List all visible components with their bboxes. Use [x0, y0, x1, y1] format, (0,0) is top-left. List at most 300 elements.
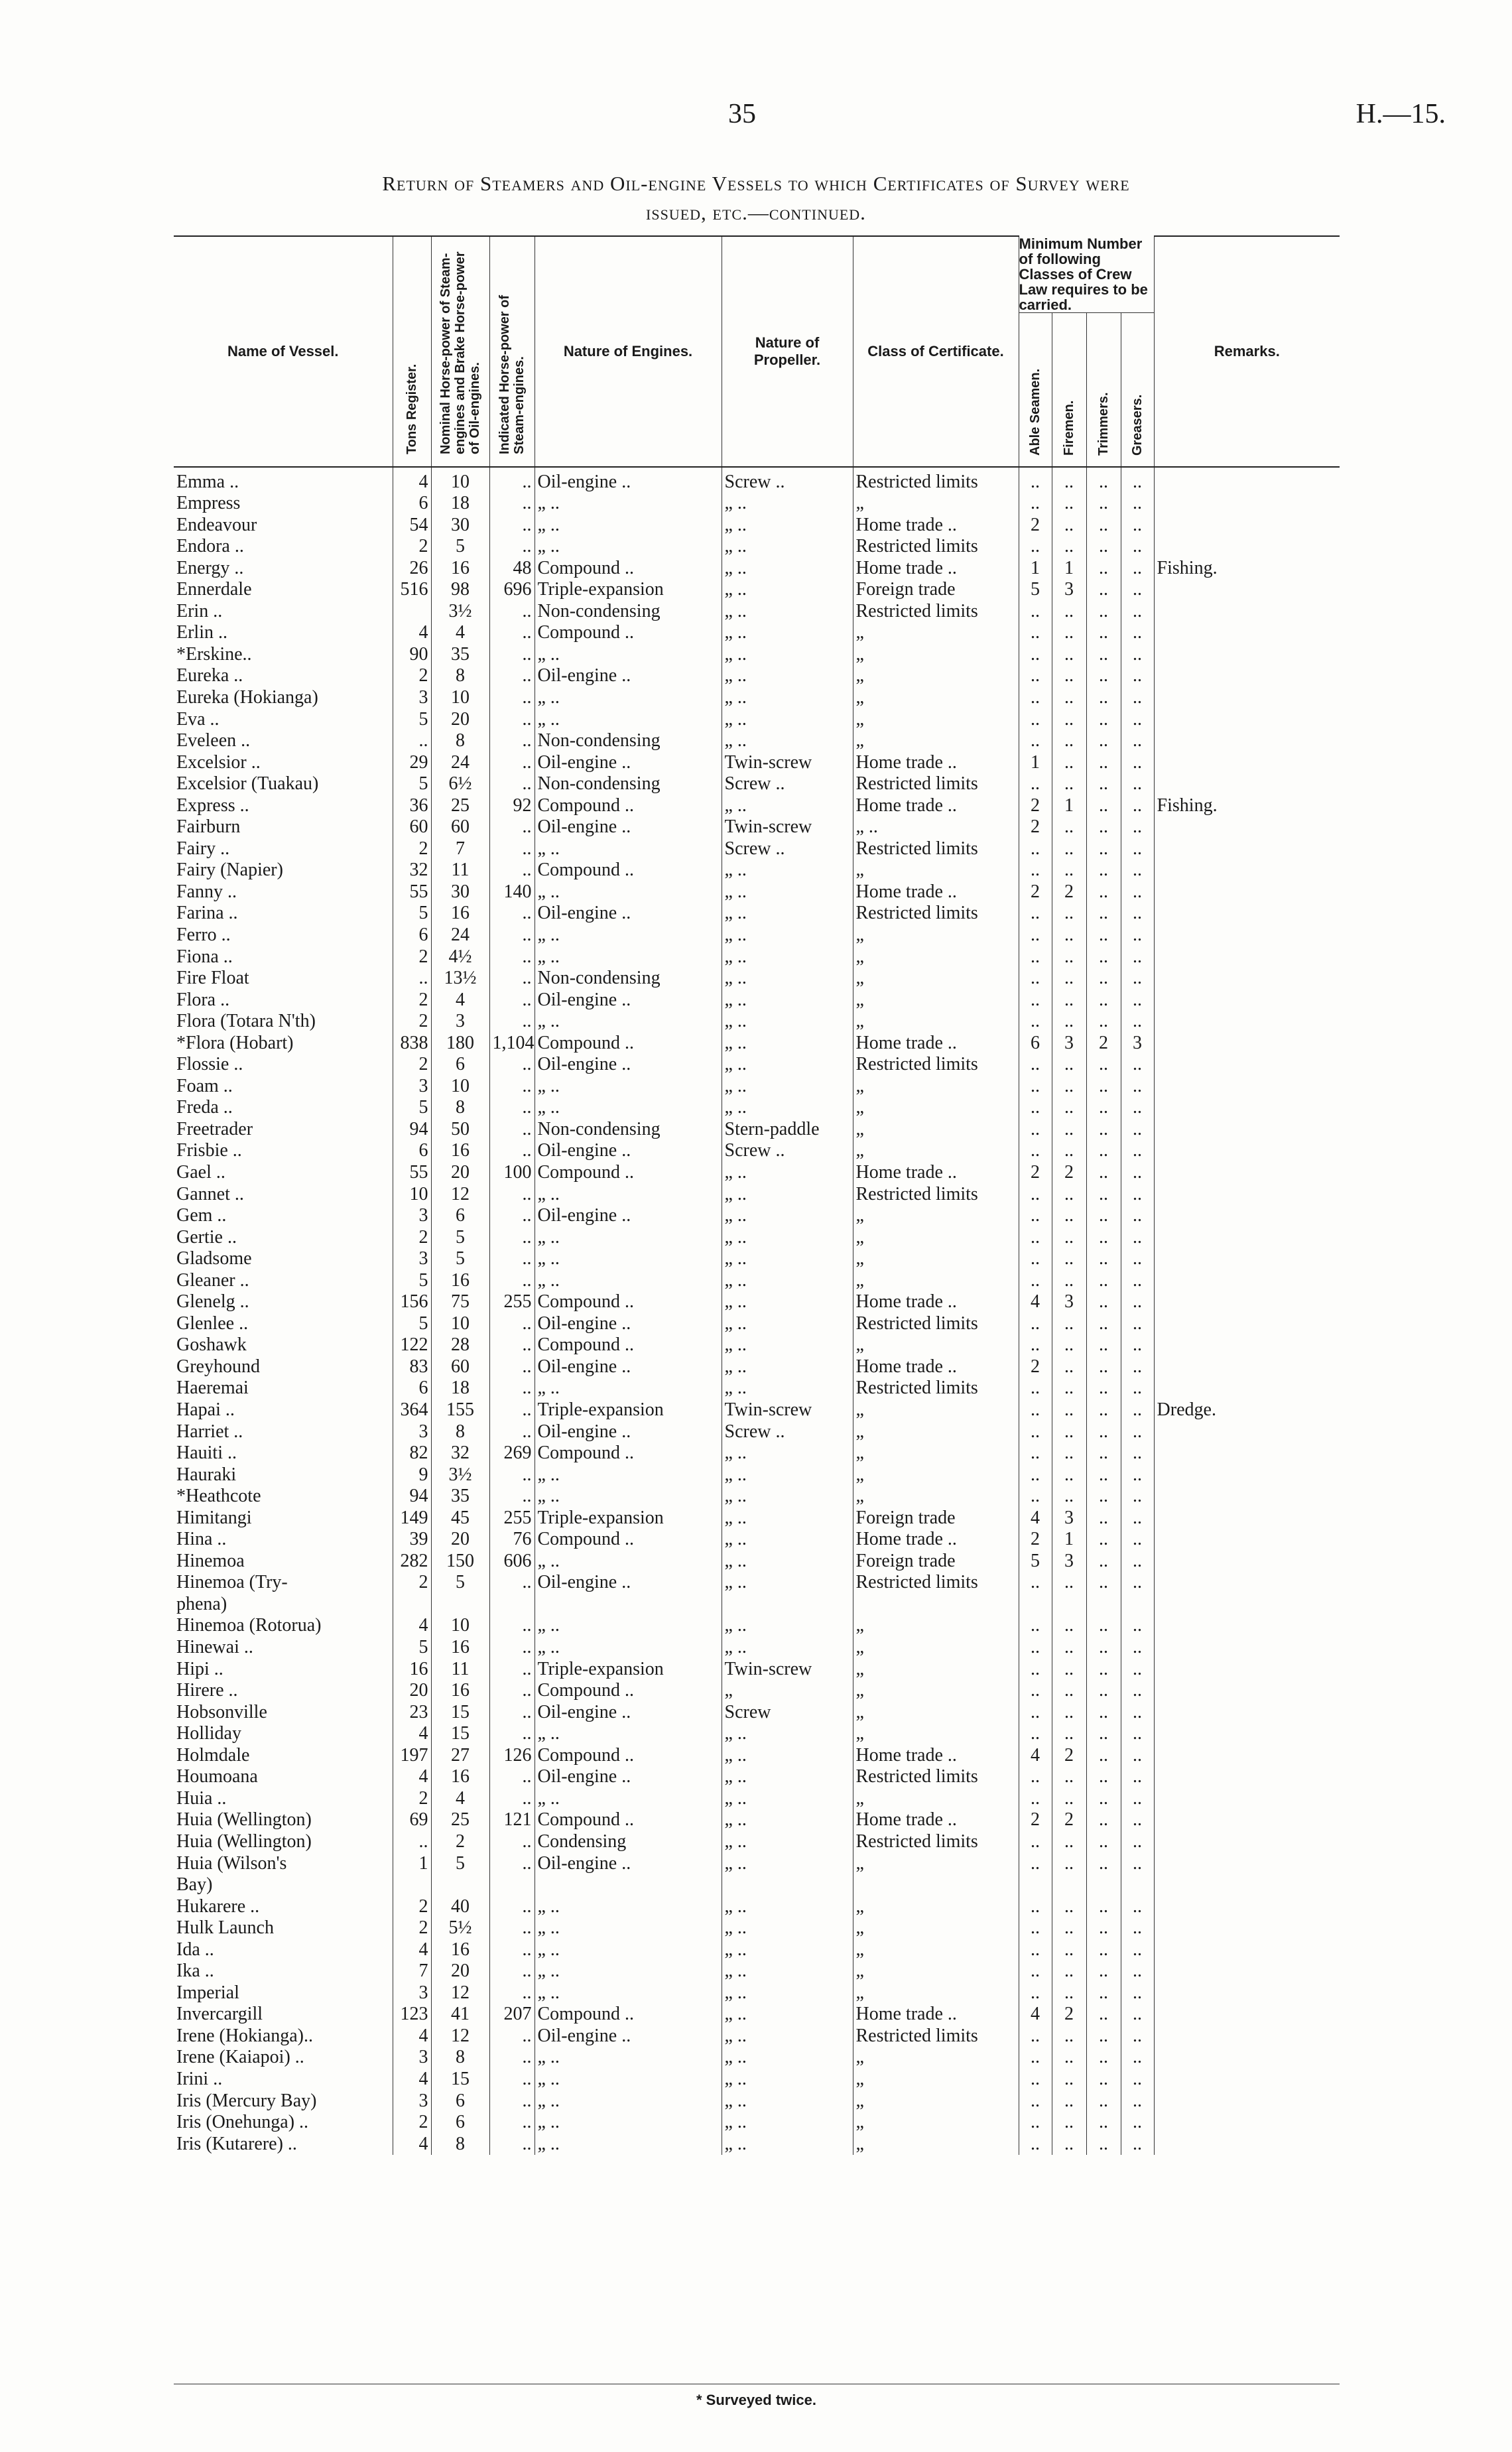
cell-propeller: „ .. [722, 1291, 853, 1313]
cell-tons: 3 [393, 1205, 431, 1227]
cell-engines: „ .. [535, 1637, 722, 1659]
cell-certificate: „ [853, 1334, 1019, 1356]
cell-certificate: Restricted limits [853, 1054, 1019, 1076]
table-row [174, 1291, 1340, 1313]
cell-propeller: Twin-screw [722, 816, 853, 838]
table-row [174, 2004, 1340, 2026]
cell-trimmers: .. [1086, 1421, 1121, 1443]
table-row [174, 946, 1340, 968]
cell-vessel-name: Hauraki [176, 1464, 237, 1485]
cell-certificate: „ [853, 946, 1019, 968]
cell-able-seamen: .. [1019, 1961, 1052, 1982]
col-header-name: Name of Vessel. [174, 236, 393, 467]
table-row [174, 1486, 1340, 1508]
cell-able-seamen [1019, 1874, 1052, 1896]
cell-vessel-name: Hipi .. [176, 1658, 223, 1679]
cell-remarks [1154, 579, 1340, 601]
cell-vessel-name: Ennerdale [176, 579, 252, 600]
cell-remarks [1154, 1184, 1340, 1206]
table-row [174, 1464, 1340, 1486]
cell-trimmers: .. [1086, 536, 1121, 558]
cell-vessel-name: Hinemoa (Rotorua) [176, 1615, 322, 1636]
cell-greasers: .. [1121, 1184, 1154, 1206]
cell-able-seamen: .. [1019, 990, 1052, 1011]
cell-greasers: .. [1121, 2047, 1154, 2069]
cell-firemen: 1 [1052, 795, 1086, 817]
cell-greasers: .. [1121, 558, 1154, 580]
cell-vessel-name: Gem .. [176, 1205, 227, 1226]
cell-remarks [1154, 1334, 1340, 1356]
cell-firemen: .. [1052, 1637, 1086, 1659]
cell-engines: Oil-engine .. [535, 903, 722, 925]
cell-able-seamen: 1 [1019, 752, 1052, 774]
cell-remarks [1154, 1982, 1340, 2004]
table-row [174, 2112, 1340, 2134]
cell-vessel-name: Eveleen .. [176, 730, 251, 751]
cell-certificate: „ [853, 968, 1019, 990]
cell-indicated-hp: .. [489, 493, 535, 515]
cell-engines: „ .. [535, 536, 722, 558]
cell-firemen: 2 [1052, 1809, 1086, 1831]
cell-tons: 32 [393, 860, 431, 881]
cell-remarks [1154, 536, 1340, 558]
cell-greasers: .. [1121, 730, 1154, 752]
cell-engines: „ .. [535, 1011, 722, 1033]
cell-propeller: „ .. [722, 1227, 853, 1249]
cell-engines: „ .. [535, 1464, 722, 1486]
cell-certificate: „ [853, 1853, 1019, 1875]
cell-trimmers: .. [1086, 1529, 1121, 1551]
cell-certificate: „ [853, 687, 1019, 709]
cell-remarks [1154, 1680, 1340, 1702]
cell-indicated-hp: .. [489, 1011, 535, 1033]
cell-remarks [1154, 1745, 1340, 1767]
cell-certificate: Restricted limits [853, 903, 1019, 925]
cell-remarks [1154, 1831, 1340, 1853]
cell-able-seamen: 1 [1019, 558, 1052, 580]
cell-indicated-hp: .. [489, 2069, 535, 2091]
cell-indicated-hp: .. [489, 860, 535, 881]
cell-indicated-hp: .. [489, 1486, 535, 1508]
cell-tons: .. [393, 730, 431, 752]
cell-certificate: Home trade .. [853, 1809, 1019, 1831]
table-row [174, 1334, 1340, 1356]
cell-greasers [1121, 1874, 1154, 1896]
cell-remarks [1154, 1961, 1340, 1982]
cell-certificate: „ [853, 990, 1019, 1011]
table-row [174, 1011, 1340, 1033]
cell-firemen: .. [1052, 687, 1086, 709]
cell-propeller: „ .. [722, 1917, 853, 1939]
cell-tons: 3 [393, 1421, 431, 1443]
cell-indicated-hp: 1,104 [489, 1033, 535, 1055]
cell-tons: 2 [393, 1227, 431, 1249]
table-row [174, 903, 1340, 925]
cell-propeller: „ .. [722, 925, 853, 946]
cell-propeller: Screw [722, 1702, 853, 1724]
cell-remarks [1154, 2026, 1340, 2047]
cell-firemen: .. [1052, 773, 1086, 795]
cell-nominal-hp [431, 1594, 489, 1616]
cell-indicated-hp: .. [489, 687, 535, 709]
cell-remarks: Dredge. [1154, 1399, 1340, 1421]
cell-firemen: .. [1052, 2112, 1086, 2134]
table-row [174, 1551, 1340, 1573]
cell-vessel-name: Flora .. [176, 989, 230, 1010]
cell-trimmers: .. [1086, 860, 1121, 881]
cell-trimmers: .. [1086, 1334, 1121, 1356]
cell-nominal-hp: 32 [431, 1443, 489, 1464]
cell-certificate: Home trade .. [853, 1162, 1019, 1184]
cell-propeller [722, 1874, 853, 1896]
cell-certificate: „ [853, 665, 1019, 687]
cell-nominal-hp: 12 [431, 1982, 489, 2004]
cell-firemen: .. [1052, 1831, 1086, 1853]
cell-vessel-name: Fairburn [176, 816, 241, 838]
cell-propeller: „ .. [722, 1723, 853, 1745]
cell-certificate: „ [853, 1486, 1019, 1508]
col-header-greasers: Greasers. [1121, 313, 1154, 467]
cell-able-seamen: .. [1019, 1788, 1052, 1810]
cell-firemen: .. [1052, 1248, 1086, 1270]
cell-greasers: .. [1121, 1637, 1154, 1659]
cell-nominal-hp: 13½ [431, 968, 489, 990]
cell-propeller: „ .. [722, 1011, 853, 1033]
table-row [174, 2069, 1340, 2091]
cell-firemen: .. [1052, 515, 1086, 537]
cell-trimmers: .. [1086, 838, 1121, 860]
cell-greasers: .. [1121, 1529, 1154, 1551]
cell-engines: „ .. [535, 493, 722, 515]
cell-firemen: .. [1052, 1205, 1086, 1227]
cell-firemen: .. [1052, 1119, 1086, 1141]
cell-indicated-hp: .. [489, 968, 535, 990]
cell-certificate: Restricted limits [853, 1378, 1019, 1399]
cell-remarks [1154, 1464, 1340, 1486]
table-row [174, 1831, 1340, 1853]
cell-nominal-hp: 50 [431, 1119, 489, 1141]
table-row [174, 795, 1340, 817]
cell-certificate: „ [853, 1421, 1019, 1443]
cell-certificate: „ [853, 1076, 1019, 1098]
cell-remarks [1154, 1486, 1340, 1508]
cell-propeller: Screw .. [722, 1140, 853, 1162]
cell-remarks [1154, 1033, 1340, 1055]
cell-engines: Compound .. [535, 2004, 722, 2026]
cell-greasers: .. [1121, 1464, 1154, 1486]
cell-engines: „ .. [535, 838, 722, 860]
cell-tons: 83 [393, 1356, 431, 1378]
cell-remarks [1154, 1594, 1340, 1616]
cell-trimmers: .. [1086, 622, 1121, 644]
cell-greasers: .. [1121, 990, 1154, 1011]
cell-indicated-hp: .. [489, 1248, 535, 1270]
cell-able-seamen: .. [1019, 1054, 1052, 1076]
cell-vessel-name: Iris (Kutarere) .. [176, 2133, 297, 2154]
cell-nominal-hp: 3½ [431, 1464, 489, 1486]
cell-greasers: .. [1121, 1356, 1154, 1378]
cell-engines: Compound .. [535, 1745, 722, 1767]
table-row [174, 1594, 1340, 1616]
cell-nominal-hp: 16 [431, 1680, 489, 1702]
cell-tons: 123 [393, 2004, 431, 2026]
cell-certificate: „ [853, 1097, 1019, 1119]
cell-firemen [1052, 1594, 1086, 1616]
cell-certificate: „ [853, 730, 1019, 752]
cell-trimmers [1086, 1874, 1121, 1896]
cell-remarks [1154, 925, 1340, 946]
cell-engines: Condensing [535, 1831, 722, 1853]
cell-trimmers: .. [1086, 1702, 1121, 1724]
cell-vessel-name: Gladsome [176, 1248, 252, 1269]
cell-greasers [1121, 1594, 1154, 1616]
cell-nominal-hp: 6½ [431, 773, 489, 795]
cell-tons: 10 [393, 1184, 431, 1206]
cell-greasers: .. [1121, 1615, 1154, 1637]
col-header-trimmers: Trimmers. [1086, 313, 1121, 467]
cell-engines: „ .. [535, 644, 722, 666]
cell-greasers: .. [1121, 2004, 1154, 2026]
cell-certificate: „ [853, 1270, 1019, 1292]
cell-tons: 516 [393, 579, 431, 601]
table-row [174, 1378, 1340, 1399]
cell-engines: Compound .. [535, 1443, 722, 1464]
cell-able-seamen: .. [1019, 709, 1052, 731]
cell-nominal-hp: 60 [431, 1356, 489, 1378]
cell-trimmers: .. [1086, 2026, 1121, 2047]
cell-nominal-hp: 3½ [431, 601, 489, 623]
cell-able-seamen: .. [1019, 925, 1052, 946]
cell-remarks [1154, 2004, 1340, 2026]
cell-greasers: .. [1121, 860, 1154, 881]
cell-trimmers: .. [1086, 1313, 1121, 1335]
cell-engines: „ .. [535, 1982, 722, 2004]
cell-propeller: „ .. [722, 1334, 853, 1356]
col-header-remarks: Remarks. [1154, 236, 1340, 467]
cell-certificate: „ [853, 1119, 1019, 1141]
cell-firemen: .. [1052, 1464, 1086, 1486]
cell-trimmers: .. [1086, 467, 1121, 493]
cell-firemen: 2 [1052, 2004, 1086, 2026]
cell-able-seamen: 2 [1019, 1809, 1052, 1831]
cell-trimmers: .. [1086, 1011, 1121, 1033]
cell-firemen: .. [1052, 2069, 1086, 2091]
cell-greasers: .. [1121, 752, 1154, 774]
page-number: 35 [728, 99, 756, 129]
cell-indicated-hp: .. [489, 946, 535, 968]
cell-greasers: .. [1121, 2112, 1154, 2134]
cell-indicated-hp: .. [489, 644, 535, 666]
cell-certificate: „ [853, 709, 1019, 731]
cell-remarks [1154, 1291, 1340, 1313]
table-row [174, 1508, 1340, 1529]
cell-able-seamen: .. [1019, 946, 1052, 968]
cell-propeller: „ .. [722, 990, 853, 1011]
cell-vessel-name: Excelsior (Tuakau) [176, 773, 319, 795]
cell-nominal-hp: 5½ [431, 1917, 489, 1939]
cell-firemen: .. [1052, 1356, 1086, 1378]
cell-trimmers: 2 [1086, 1033, 1121, 1055]
cell-tons: 3 [393, 1076, 431, 1098]
cell-engines: Oil-engine .. [535, 1572, 722, 1594]
cell-remarks [1154, 1011, 1340, 1033]
cell-vessel-name: Gannet .. [176, 1183, 244, 1204]
cell-nominal-hp: 41 [431, 2004, 489, 2026]
cell-certificate: „ [853, 1680, 1019, 1702]
cell-vessel-name: Fairy (Napier) [176, 860, 283, 881]
cell-firemen: .. [1052, 816, 1086, 838]
cell-trimmers: .. [1086, 1766, 1121, 1788]
cell-trimmers: .. [1086, 1140, 1121, 1162]
cell-remarks [1154, 1788, 1340, 1810]
cell-greasers: 3 [1121, 1033, 1154, 1055]
cell-firemen: .. [1052, 1054, 1086, 1076]
cell-able-seamen: .. [1019, 1443, 1052, 1464]
cell-firemen: .. [1052, 1853, 1086, 1875]
cell-nominal-hp: 180 [431, 1033, 489, 1055]
cell-vessel-name: Endora .. [176, 536, 244, 557]
cell-vessel-name: Himitangi [176, 1507, 252, 1528]
table-row [174, 1076, 1340, 1098]
cell-certificate: Foreign trade [853, 1551, 1019, 1573]
cell-trimmers: .. [1086, 2047, 1121, 2069]
cell-tons: 16 [393, 1659, 431, 1681]
cell-tons: 2 [393, 838, 431, 860]
cell-engines: Compound .. [535, 1529, 722, 1551]
cell-greasers: .. [1121, 1334, 1154, 1356]
cell-trimmers: .. [1086, 558, 1121, 580]
cell-engines: Oil-engine .. [535, 816, 722, 838]
cell-remarks [1154, 1659, 1340, 1681]
cell-nominal-hp: 28 [431, 1334, 489, 1356]
cell-firemen: .. [1052, 838, 1086, 860]
cell-able-seamen: 4 [1019, 1745, 1052, 1767]
table-row [174, 1356, 1340, 1378]
cell-able-seamen: .. [1019, 665, 1052, 687]
table-row [174, 1766, 1340, 1788]
table-row [174, 1939, 1340, 1961]
cell-propeller: „ .. [722, 665, 853, 687]
cell-engines [535, 1874, 722, 1896]
cell-propeller: „ .. [722, 1054, 853, 1076]
cell-indicated-hp [489, 1594, 535, 1616]
cell-nominal-hp: 5 [431, 1248, 489, 1270]
cell-trimmers: .. [1086, 752, 1121, 774]
cell-tons: 6 [393, 1140, 431, 1162]
cell-propeller: „ .. [722, 1443, 853, 1464]
cell-vessel-name: Huia (Wellington) [176, 1831, 312, 1852]
cell-engines: Triple-expansion [535, 1508, 722, 1529]
cell-tons: 6 [393, 925, 431, 946]
table-row [174, 990, 1340, 1011]
cell-nominal-hp: 150 [431, 1551, 489, 1573]
cell-tons: 2 [393, 1011, 431, 1033]
cell-trimmers: .. [1086, 903, 1121, 925]
cell-propeller: Screw .. [722, 1421, 853, 1443]
cell-firemen: .. [1052, 860, 1086, 881]
cell-nominal-hp: 24 [431, 925, 489, 946]
cell-able-seamen: .. [1019, 1637, 1052, 1659]
cell-able-seamen: .. [1019, 1227, 1052, 1249]
cell-greasers: .. [1121, 1011, 1154, 1033]
cell-remarks: Fishing. [1154, 558, 1340, 580]
cell-vessel-name: Glenelg .. [176, 1291, 249, 1313]
cell-propeller: „ .. [722, 730, 853, 752]
cell-firemen: .. [1052, 1680, 1086, 1702]
cell-trimmers: .. [1086, 601, 1121, 623]
table-title [172, 169, 1340, 227]
cell-able-seamen: .. [1019, 601, 1052, 623]
cell-certificate: Restricted limits [853, 1766, 1019, 1788]
cell-vessel-name: Hinewai .. [176, 1637, 253, 1658]
cell-certificate: Home trade .. [853, 795, 1019, 817]
cell-tons: 55 [393, 1162, 431, 1184]
cell-able-seamen: 4 [1019, 1291, 1052, 1313]
cell-vessel-name: Hapai .. [176, 1399, 235, 1421]
cell-tons: 4 [393, 622, 431, 644]
cell-certificate: „ [853, 493, 1019, 515]
cell-trimmers: .. [1086, 1184, 1121, 1206]
cell-firemen: .. [1052, 2134, 1086, 2156]
cell-tons: 4 [393, 467, 431, 493]
cell-engines: Triple-expansion [535, 1399, 722, 1421]
cell-indicated-hp: 92 [489, 795, 535, 817]
cell-greasers: .. [1121, 1076, 1154, 1098]
cell-nominal-hp: 4 [431, 990, 489, 1011]
cell-nominal-hp: 15 [431, 1702, 489, 1724]
cell-certificate: Home trade .. [853, 881, 1019, 903]
cell-nominal-hp: 45 [431, 1508, 489, 1529]
cell-certificate: „ [853, 1788, 1019, 1810]
cell-vessel-name: Gertie .. [176, 1226, 237, 1248]
cell-remarks [1154, 1119, 1340, 1141]
cell-able-seamen [1019, 1594, 1052, 1616]
cell-tons [393, 1594, 431, 1616]
table-row [174, 1659, 1340, 1681]
cell-able-seamen: 2 [1019, 816, 1052, 838]
cell-greasers: .. [1121, 1399, 1154, 1421]
cell-greasers: .. [1121, 1896, 1154, 1918]
cell-remarks [1154, 1766, 1340, 1788]
cell-greasers: .. [1121, 1659, 1154, 1681]
table-row [174, 1809, 1340, 1831]
cell-nominal-hp: 6 [431, 2112, 489, 2134]
cell-trimmers: .. [1086, 1486, 1121, 1508]
cell-greasers: .. [1121, 1205, 1154, 1227]
cell-nominal-hp: 4 [431, 1788, 489, 1810]
cell-tons: 82 [393, 1443, 431, 1464]
cell-trimmers: .. [1086, 1054, 1121, 1076]
cell-nominal-hp: 8 [431, 730, 489, 752]
cell-greasers: .. [1121, 773, 1154, 795]
cell-tons: 5 [393, 903, 431, 925]
cell-tons [393, 1874, 431, 1896]
cell-propeller: „ .. [722, 2026, 853, 2047]
cell-engines: Oil-engine .. [535, 1205, 722, 1227]
cell-nominal-hp: 18 [431, 1378, 489, 1399]
cell-nominal-hp: 16 [431, 903, 489, 925]
cell-trimmers: .. [1086, 1399, 1121, 1421]
cell-greasers: .. [1121, 2091, 1154, 2112]
cell-remarks [1154, 2069, 1340, 2091]
cell-indicated-hp: .. [489, 1184, 535, 1206]
cell-engines: Compound .. [535, 1291, 722, 1313]
cell-trimmers: .. [1086, 1551, 1121, 1573]
cell-vessel-name: Glenlee .. [176, 1313, 249, 1334]
cell-indicated-hp: .. [489, 665, 535, 687]
cell-propeller: Screw .. [722, 838, 853, 860]
table-row [174, 1702, 1340, 1724]
